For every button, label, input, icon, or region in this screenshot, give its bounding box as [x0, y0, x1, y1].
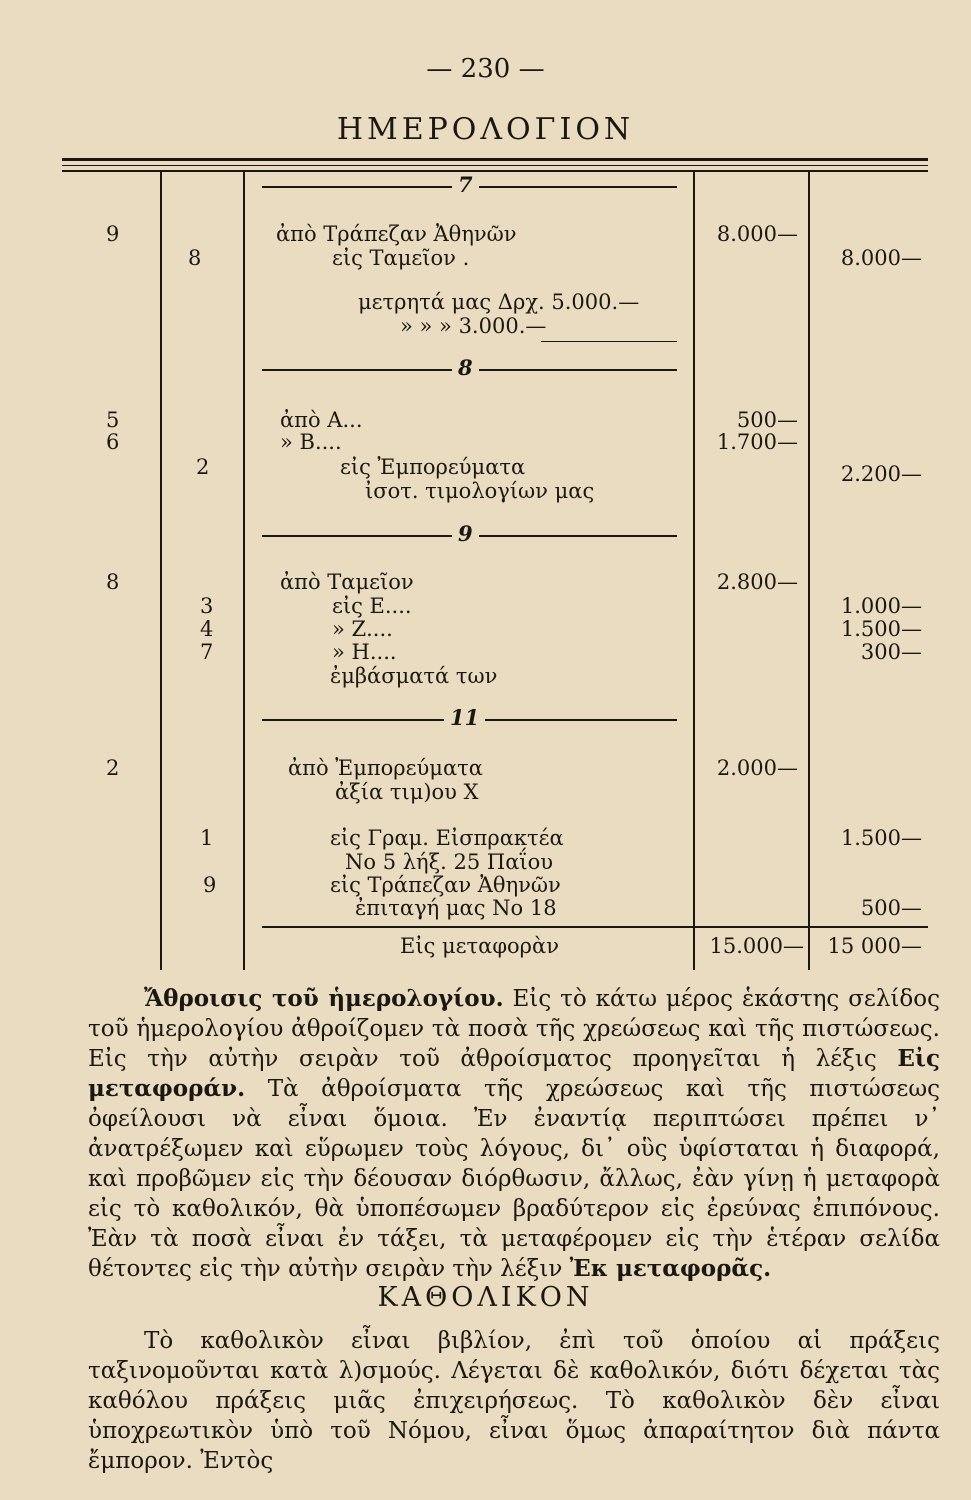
entry-text: » Β....: [280, 430, 342, 454]
account-ref-left: 5: [106, 408, 120, 432]
entry-text: εἰς Ἐμπορεύματα: [340, 455, 526, 479]
account-ref-right: 9: [203, 873, 217, 897]
credit-amount: 1.500—: [840, 617, 922, 641]
total-debit: 15.000—: [709, 934, 804, 958]
entry-note: ἰσοτ. τιμολογίων μας: [365, 479, 595, 503]
section-heading-ledger: ΚΑΘΟΛΙΚΟΝ: [377, 1282, 594, 1313]
page-title: ΗΜΕΡΟΛΟΓΙΟΝ: [336, 112, 635, 147]
credit-amount: 500—: [860, 896, 922, 920]
debit-amount: 8.000—: [716, 222, 798, 246]
column-line-2: [243, 172, 245, 970]
subtotal-underline: [541, 341, 677, 342]
account-ref-left: 2: [106, 756, 120, 780]
entry-note: » » » 3.000.—: [400, 314, 547, 338]
page-number: — 230 —: [426, 54, 545, 84]
account-ref-left: 6: [106, 430, 120, 454]
column-line-4: [808, 172, 810, 970]
header-rule-thin: [62, 165, 928, 166]
date-label: 8: [452, 356, 479, 380]
credit-amount: 2.200—: [840, 462, 922, 486]
debit-amount: 2.800—: [716, 570, 798, 594]
account-ref-right: 3: [200, 594, 214, 618]
credit-amount: 300—: [860, 640, 922, 664]
credit-amount: 1.000—: [840, 594, 922, 618]
total-credit: 15 000—: [827, 934, 922, 958]
paragraph-text: Τὰ ἀθροίσματα τῆς χρεώσεως καὶ τῆς πιστώσεως ὀφείλουσι νὰ εἶναι ὅμοια. Ἐν ἐναντίᾳ περιπτώσει πρέπει ν᾽ ἀνατρέξωμεν καὶ εὕρωμεν τοὺς λόγους, δι᾽ οὓς ὑφίσταται ἡ διαφορά, καὶ προβῶμεν εἰς τὴν δέουσαν διόρθωσιν, ἄλλως, ἐὰν γίνῃ ἡ μεταφορὰ εἰς τὸ καθολικόν, θὰ ὑποπέσωμεν βραδύτερον εἰς ἐρεύνας ἐπιπόνους. Ἐὰν τὰ ποσὰ εἶναι ἐν τάξει, τὰ μεταφέρομεν εἰς τὴν ἑτέραν σελίδα θέτοντες εἰς τὴν αὐτὴν σειρὰν τὴν λέξιν: [88, 1076, 940, 1282]
account-ref-right: 4: [200, 617, 214, 641]
debit-amount: 1.700—: [716, 430, 798, 454]
header-rule-top: [62, 158, 928, 161]
date-label: 11: [444, 706, 485, 730]
entry-text: ἀπὸ Ταμεῖον: [280, 570, 414, 594]
credit-amount: 1.500—: [840, 826, 922, 850]
account-ref-right: 7: [200, 640, 214, 664]
term-carry-forward: Εἰς μεταφοράν.: [88, 1045, 940, 1102]
entry-text: εἰς Ε....: [332, 594, 412, 618]
entry-text: » Η....: [332, 640, 397, 664]
entry-text: εἰς Γραμ. Εἰσπρακτέα: [330, 826, 564, 850]
entry-text: εἰς Ταμεῖον .: [332, 246, 470, 270]
paragraph-ledger: [88, 1326, 940, 1476]
paragraph-text: Τὸ καθολικὸν εἶναι βιβλίον, ἐπὶ τοῦ ὁποίου αἱ πράξεις ταξινομοῦνται κατὰ λ)σμούς. Λέγεται δὲ καθολικόν, διότι δέχεται τὰς καθόλου πράξεις μιᾶς ἐπιχειρήσεως. Τὸ καθολικὸν δὲν εἶναι ὑποχρεωτικὸν ὑπὸ τοῦ Νόμου, εἶναι ὅμως ἀπαραίτητον διὰ πάντα ἔμπορον. Ἐντὸς: [88, 1328, 940, 1474]
account-ref-right: 2: [196, 455, 210, 479]
total-rule: [262, 926, 928, 928]
account-ref-left: 8: [106, 570, 120, 594]
paragraph-text: Εἰς τὸ κάτω μέρος ἑκάστης σελίδος τοῦ ἡμερολογίου ἀθροίζομεν τὰ ποσὰ τῆς χρεώσεως καὶ τῆς πιστώσεως. Εἰς τὴν αὐτὴν σειρὰν τοῦ ἀθροίσματος προηγεῖται ἡ λέξις: [88, 986, 940, 1072]
account-ref-left: 9: [106, 222, 120, 246]
entry-text: εἰς Τράπεζαν Ἀθηνῶν: [330, 873, 561, 897]
debit-amount: 2.000—: [716, 756, 798, 780]
entry-note: ἐπιταγή μας Νο 18: [355, 896, 557, 920]
entry-text: ἀπὸ Α...: [280, 408, 363, 432]
carry-forward-label: Εἰς μεταφορὰν: [400, 934, 559, 958]
date-label: 7: [452, 173, 479, 197]
entry-text: ἀπὸ Τράπεζαν Ἀθηνῶν: [276, 222, 517, 246]
credit-amount: 8.000—: [840, 246, 922, 270]
debit-amount: 500—: [736, 408, 798, 432]
header-rule-bottom: [62, 170, 928, 172]
account-ref-right: 1: [200, 826, 214, 850]
term-brought-forward: Ἐκ μεταφορᾶς.: [569, 1255, 772, 1282]
entry-note: Νο 5 λήξ. 25 Παΐου: [345, 850, 554, 874]
column-line-1: [160, 172, 162, 970]
entry-note: ἀξία τιμ)ου Χ: [335, 780, 479, 804]
date-label: 9: [452, 522, 479, 546]
paragraph-journal-totals: [88, 984, 940, 1284]
section-heading-inline: Ἄθροισις τοῦ ἡμερολογίου.: [144, 985, 504, 1012]
account-ref-right: 8: [188, 246, 202, 270]
entry-note: ἐμβάσματά των: [330, 664, 498, 688]
entry-text: ἀπὸ Ἐμπορεύματα: [288, 756, 483, 780]
entry-note: μετρητά μας Δρχ. 5.000.—: [358, 290, 640, 314]
entry-text: » Ζ....: [332, 617, 393, 641]
